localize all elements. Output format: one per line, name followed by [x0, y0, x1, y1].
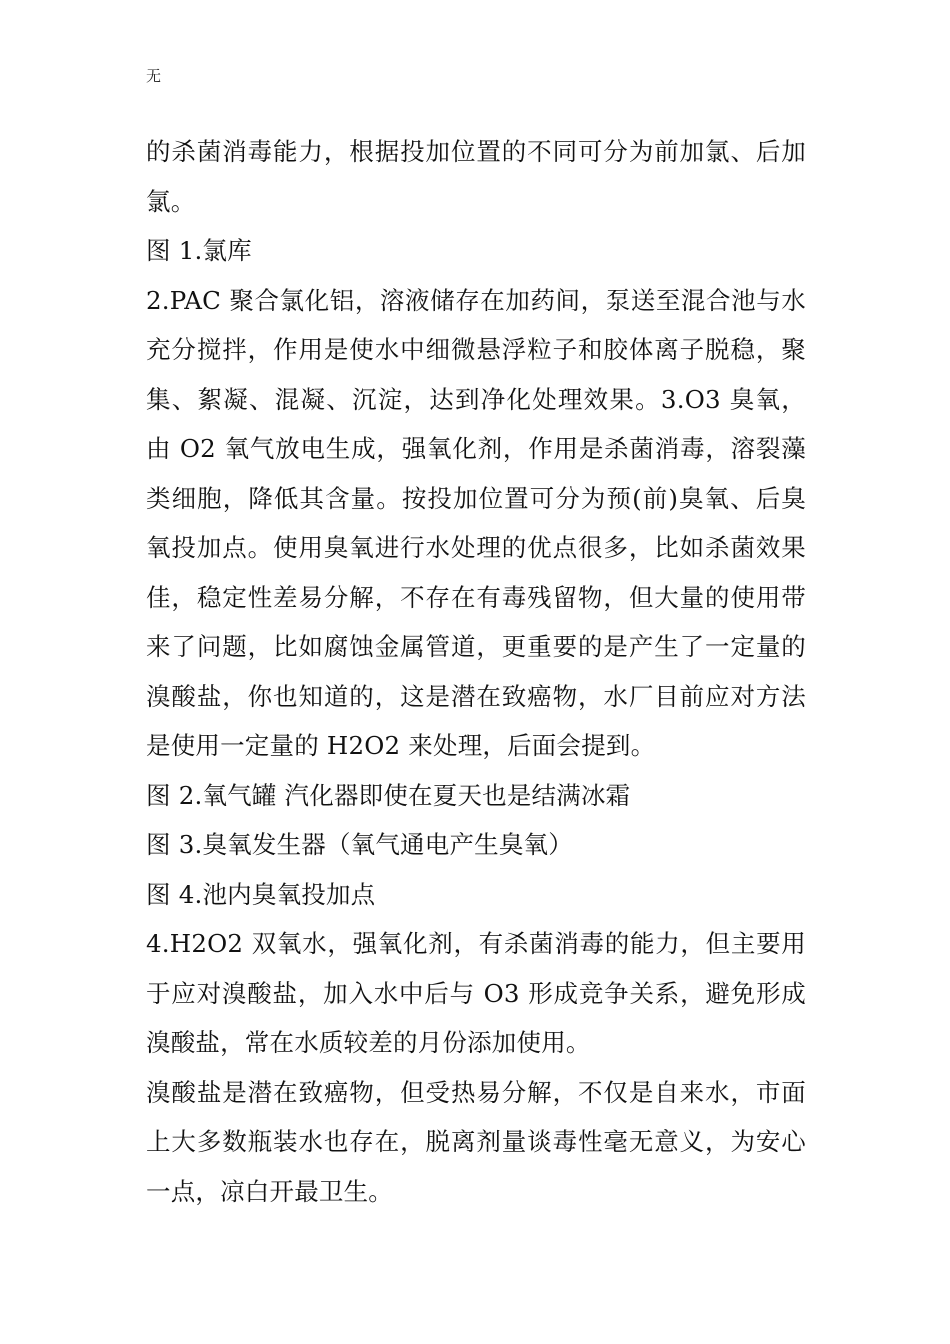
figure-caption-1: 图 1.氯库	[146, 236, 252, 265]
figure-caption-4: 图 4.池内臭氧投加点	[146, 879, 376, 909]
paragraph-bromate: 溴酸盐是潜在致癌物，但受热易分解，不仅是自来水，市面上大多数瓶装水也存在，脱离剂量谈毒性毫无意义，为安心一点，凉白开最卫生。	[146, 1077, 806, 1206]
document-body	[146, 127, 806, 1216]
paragraph-pac-ozone: 2.PAC 聚合氯化铝，溶液储存在加药间，泵送至混合池与水充分搅拌，作用是使水中细微悬浮粒子和胶体离子脱稳，聚集、絮凝、混凝、沉淀，达到净化处理效果。3.O3 臭氧，由 O2 氧气放电生成，强氧化剂，作用是杀菌消毒，溶裂藻类细胞，降低其含量。按投加位置可分为预(前)臭氧、后臭氧投加点。使用臭氧进行水处理的优点很多，比如杀菌效果佳，稳定性差易分解，不存在有毒残留物，但大量的使用带来了问题，比如腐蚀金属管道，更重要的是产生了一定量的溴酸盐，你也知道的，这是潜在致癌物，水厂目前应对方法是使用一定量的 H2O2 来处理，后面会提到。	[146, 285, 806, 760]
paragraph-chlorination: 的杀菌消毒能力，根据投加位置的不同可分为前加氯、后加氯。	[146, 137, 806, 216]
page-header: 无	[146, 67, 162, 85]
figure-caption-2: 图 2.氧气罐 汽化器即使在夏天也是结满冰霜	[146, 780, 631, 810]
figure-caption-3: 图 3.臭氧发生器（氧气通电产生臭氧）	[146, 830, 573, 859]
paragraph-hydrogen-peroxide: 4.H2O2 双氧水，强氧化剂，有杀菌消毒的能力，但主要用于应对溴酸盐，加入水中后与 O3 形成竞争关系，避免形成溴酸盐，常在水质较差的月份添加使用。	[146, 929, 806, 1057]
